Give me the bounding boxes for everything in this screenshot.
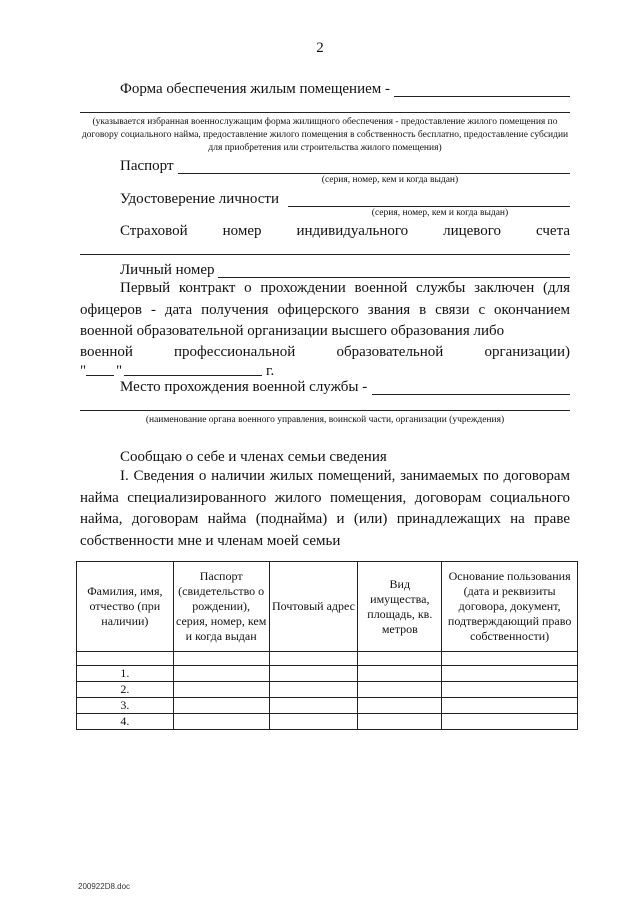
family-info-heading: Сообщаю о себе и членах семьи сведения xyxy=(120,449,387,465)
housing-form-note: (указывается избранная военнослужащим форма жилищного обеспечения - предоставление жилого помещения по договору социального найма, предоставление жилого помещения в собственность бесплатно, предоставление субсидии для приобретения или строительства жилого помещения) xyxy=(81,117,569,153)
housing-table xyxy=(76,561,578,730)
table-cell[interactable] xyxy=(358,714,442,730)
row-number: 2. xyxy=(77,682,174,698)
row-number: 4. xyxy=(77,714,174,730)
table-cell[interactable] xyxy=(173,652,269,666)
insurance-word: лицевого xyxy=(443,223,502,239)
date-quote-close: " xyxy=(116,363,123,379)
housing-form-field[interactable] xyxy=(394,96,570,97)
contract-word: профессиональной xyxy=(174,344,296,360)
housing-form-label: Форма обеспечения жилым помещением - xyxy=(120,81,391,97)
table-cell[interactable] xyxy=(173,666,269,682)
insurance-word: индивидуального xyxy=(296,223,409,239)
service-place-field-line2[interactable] xyxy=(80,410,570,411)
table-row xyxy=(77,714,578,730)
table-row xyxy=(77,682,578,698)
table-cell[interactable] xyxy=(358,652,442,666)
contract-word: образовательной xyxy=(336,344,444,360)
table-cell[interactable] xyxy=(269,698,358,714)
contract-last-line xyxy=(80,343,570,361)
table-cell[interactable] xyxy=(358,666,442,682)
table-cell[interactable] xyxy=(442,666,578,682)
table-cell[interactable] xyxy=(442,698,578,714)
table-row xyxy=(77,652,578,666)
row-number: 3. xyxy=(77,698,174,714)
row-number: 1. xyxy=(77,666,174,682)
header-address: Почтовый адрес xyxy=(269,562,358,652)
table-cell[interactable] xyxy=(173,714,269,730)
table-cell[interactable] xyxy=(77,652,174,666)
table-cell[interactable] xyxy=(173,698,269,714)
table-cell[interactable] xyxy=(269,714,358,730)
insurance-label xyxy=(120,222,570,240)
table-header-row xyxy=(77,562,578,652)
date-quote-open: " xyxy=(80,363,87,379)
service-place-hint: (наименование органа военного управления, воинской части, организации (учреждения) xyxy=(145,415,505,425)
family-info-section: I. Сведения о наличии жилых помещений, занимаемых по договорам найма специализированного жилого помещения, договорам социального найма, договорам найма (поднайма) и (или) принадлежащих на праве собственности мне и членам моей семьи xyxy=(80,468,570,549)
table-cell[interactable] xyxy=(358,698,442,714)
table-cell[interactable] xyxy=(442,652,578,666)
table-row xyxy=(77,666,578,682)
header-basis: Основание пользования (дата и реквизиты договора, документ, подтверждающий право собственности) xyxy=(442,562,578,652)
table-row xyxy=(77,698,578,714)
service-place-label: Место прохождения военной службы - xyxy=(120,379,368,395)
table-cell[interactable] xyxy=(358,682,442,698)
insurance-word: Страховой xyxy=(120,223,188,239)
insurance-word: счета xyxy=(536,223,570,239)
housing-form-field-line2[interactable] xyxy=(80,112,570,113)
table-cell[interactable] xyxy=(442,714,578,730)
page-number: 2 xyxy=(316,40,324,56)
insurance-field[interactable] xyxy=(80,254,570,255)
date-month-field[interactable] xyxy=(124,375,262,376)
identity-hint: (серия, номер, кем и когда выдан) xyxy=(371,208,509,218)
header-name: Фамилия, имя, отчество (при наличии) xyxy=(77,562,174,652)
contract-text: Первый контракт о прохождении военной службы заключен (для офицеров - дата получения офицерского звания в связи с окончанием военной образовательной организации высшего образования либо xyxy=(80,280,570,339)
header-property: Вид имущества, площадь, кв. метров xyxy=(358,562,442,652)
table-cell[interactable] xyxy=(173,682,269,698)
insurance-word: номер xyxy=(222,223,262,239)
passport-label: Паспорт xyxy=(120,158,174,174)
table-cell[interactable] xyxy=(269,666,358,682)
contract-word: военной xyxy=(80,344,133,360)
contract-word: организации) xyxy=(484,344,570,360)
header-passport: Паспорт (свидетельство о рождении), серия, номер, кем и когда выдан xyxy=(173,562,269,652)
service-place-field[interactable] xyxy=(372,394,570,395)
passport-hint: (серия, номер, кем и когда выдан) xyxy=(321,175,459,185)
personal-number-label: Личный номер xyxy=(120,262,215,278)
identity-label: Удостоверение личности xyxy=(120,191,280,207)
footer-filename: 200922D8.doc xyxy=(78,882,131,891)
table-cell[interactable] xyxy=(269,682,358,698)
date-day-field[interactable] xyxy=(86,375,114,376)
date-year-suffix: г. xyxy=(266,363,275,379)
table-cell[interactable] xyxy=(269,652,358,666)
table-cell[interactable] xyxy=(442,682,578,698)
